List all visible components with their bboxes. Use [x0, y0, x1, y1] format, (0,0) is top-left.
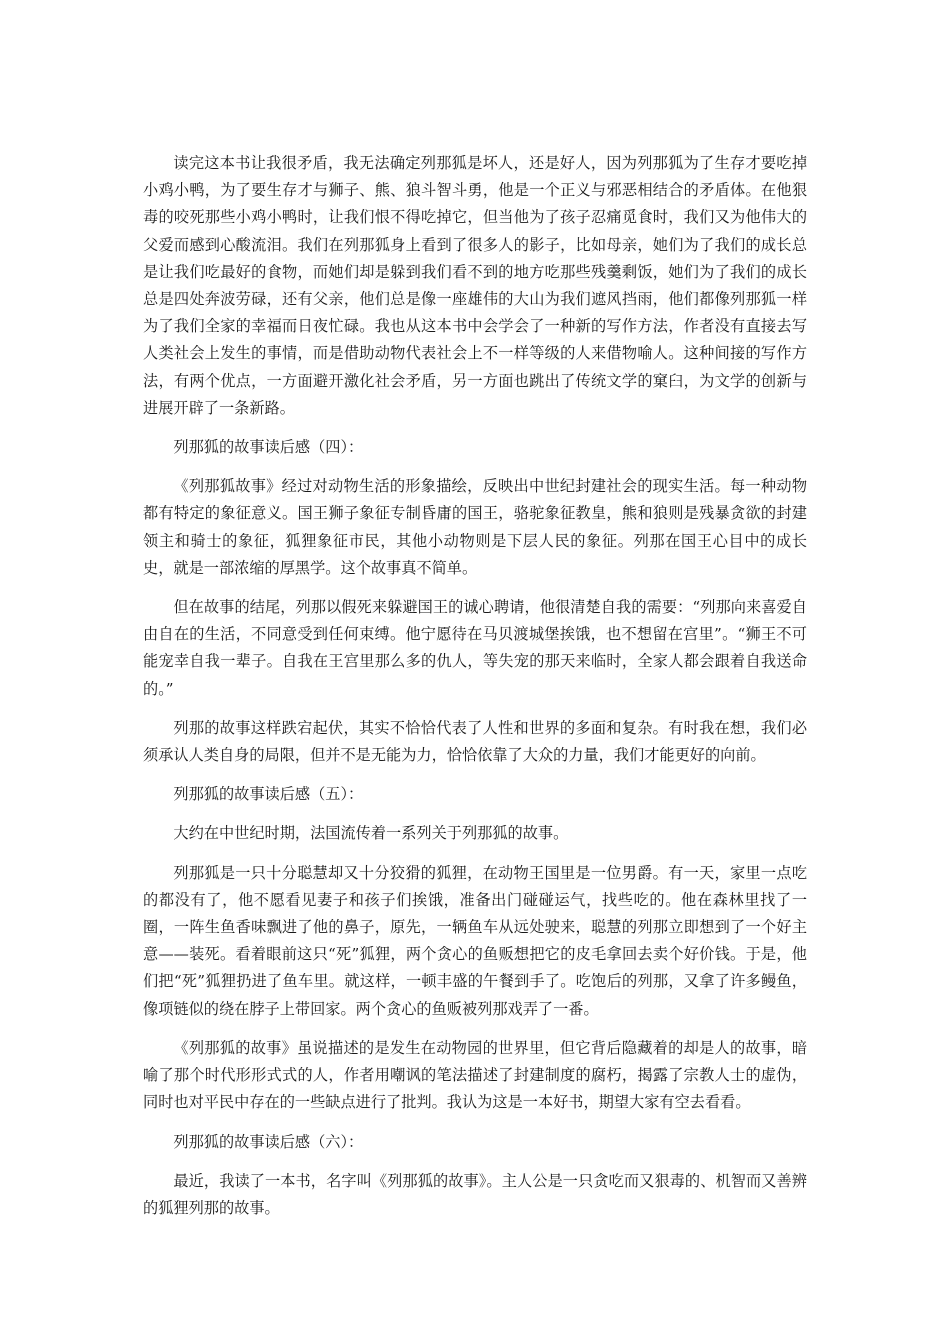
- paragraph-medieval-origin: 大约在中世纪时期，法国流传着一系列关于列那狐的故事。: [173, 824, 569, 843]
- paragraph-fish-cart-story: 列那狐是一只十分聪慧却又十分狡猾的狐狸，在动物王国里是一位男爵。有一天，家里一点吃的都没有了，他不愿看见妻子和孩子们挨饿，准备出门碰碰运气，找些吃的。他在森林里找了一圈，一阵生鱼香味飘进了他的鼻子，原先，一辆鱼车从远处驶来，聪慧的列那立即想到了一个好主意——装死。看着眼前这只“死”狐狸，两个贪心的鱼贩想把它的皮毛拿回去卖个好价钱。于是，他们把“死”狐狸扔进了鱼车里。就这样，一顿丰盛的午餐到手了。吃饱后的列那，又拿了许多鳗鱼，像项链似的绕在脖子上带回家。两个贪心的鱼贩被列那戏弄了一番。: [143, 863, 807, 1018]
- document-body: [143, 150, 807, 1234]
- section-heading-four: 列那狐的故事读后感（四）：: [173, 438, 364, 457]
- paragraph-symbolism: 《列那狐故事》经过对动物生活的形象描绘，反映出中世纪封建社会的现实生活。每一种动物都有特定的象征意义。国王狮子象征专制昏庸的国王，骆驼象征教皇，熊和狼则是残暴贪欲的封建领主和骑士的象征，狐狸象征市民，其他小动物则是下层人民的象征。列那在国王心目中的成长史，就是一部浓缩的厚黑学。这个故事真不简单。: [143, 477, 807, 577]
- paragraph-human-nature: 列那的故事这样跌宕起伏，其实不恰恰代表了人性和世界的多面和复杂。有时我在想，我们必须承认人类自身的局限，但并不是无能为力，恰恰依靠了大众的力量，我们才能更好的向前。: [143, 718, 807, 765]
- paragraph-book-evaluation: 《列那狐的故事》虽说描述的是发生在动物园的世界里，但它背后隐藏着的却是人的故事，暗喻了那个时代形形式式的人，作者用嘲讽的笔法描述了封建制度的腐朽，揭露了宗教人士的虚伪，同时也对平民中存在的一些缺点进行了批判。我认为这是一本好书，期望大家有空去看看。: [143, 1038, 807, 1112]
- section-heading-six: 列那狐的故事读后感（六）：: [173, 1132, 364, 1151]
- paragraph-ending: 但在故事的结尾，列那以假死来躲避国王的诚心聘请，他很清楚自我的需要：“列那向来喜爱自由自在的生活，不同意受到任何束缚。他宁愿待在马贝渡城堡挨饿，也不想留在宫里”。“狮王不可能宠幸自我一辈子。自我在王宫里那么多的仇人，等失宠的那天来临时，全家人都会跟着自我送命的。”: [143, 598, 807, 698]
- section-heading-five: 列那狐的故事读后感（五）：: [173, 785, 364, 804]
- paragraph-intro-reflection: 读完这本书让我很矛盾，我无法确定列那狐是坏人，还是好人，因为列那狐为了生存才要吃掉小鸡小鸭，为了要生存才与狮子、熊、狼斗智斗勇，他是一个正义与邪恶相结合的矛盾体。在他狠毒的咬死那些小鸡小鸭时，让我们恨不得吃掉它，但当他为了孩子忍痛觅食时，我们又为他伟大的父爱而感到心酸流泪。我们在列那狐身上看到了很多人的影子，比如母亲，她们为了我们的成长总是让我们吃最好的食物，而她们却是躲到我们看不到的地方吃那些残羹剩饭，她们为了我们的成长总是四处奔波劳碌，还有父亲，他们总是像一座雄伟的大山为我们遮风挡雨，他们都像列那狐一样为了我们全家的幸福而日夜忙碌。我也从这本书中会学会了一种新的写作方法，作者没有直接去写人类社会上发生的事情，而是借助动物代表社会上不一样等级的人来借物喻人。这种间接的写作方法，有两个优点，一方面避开激化社会矛盾，另一方面也跳出了传统文学的窠臼，为文学的创新与进展开辟了一条新路。: [143, 154, 807, 417]
- paragraph-recent-reading: 最近，我读了一本书，名字叫《列那狐的故事》。主人公是一只贪吃而又狠毒的、机智而又善辨的狐狸列那的故事。: [143, 1171, 807, 1217]
